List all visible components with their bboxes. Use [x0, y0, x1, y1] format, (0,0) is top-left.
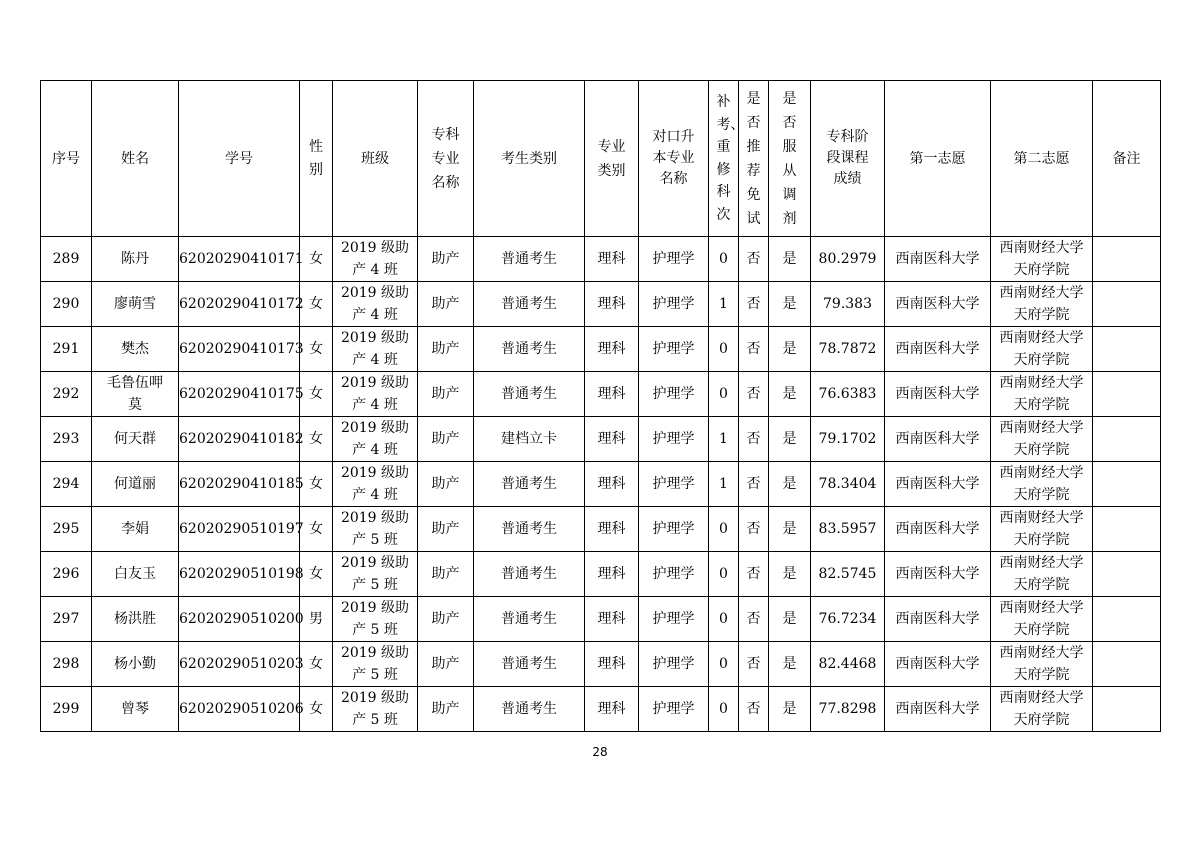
cell-second-choice [991, 282, 1093, 327]
cell-remarks [1093, 642, 1161, 687]
cell-college-grade: 79.383 [811, 282, 885, 327]
cell-student-id: 62020290410172 [179, 282, 300, 327]
cell-college-major: 助产 [418, 507, 474, 552]
cell-target-major: 护理学 [639, 597, 709, 642]
cell-college-major: 助产 [418, 327, 474, 372]
table-row [41, 642, 1161, 687]
cell-second-choice-text: 西南财经大学天府学院 [999, 375, 1084, 413]
cell-remarks [1093, 327, 1161, 372]
header-seq: 序号 [41, 81, 92, 237]
cell-class [333, 372, 418, 417]
cell-accept-adjust: 是 [769, 597, 811, 642]
header-first-choice: 第一志愿 [885, 81, 991, 237]
cell-accept-adjust: 是 [769, 327, 811, 372]
cell-class-text: 2019 级助产 4 班 [340, 465, 410, 503]
table-row [41, 552, 1161, 597]
cell-college-major: 助产 [418, 552, 474, 597]
table-row [41, 507, 1161, 552]
cell-class [333, 597, 418, 642]
cell-major-category: 理科 [585, 282, 639, 327]
cell-class-text: 2019 级助产 4 班 [340, 330, 410, 368]
cell-second-choice [991, 237, 1093, 282]
header-accept-adjust-text: 是否服从调剂 [782, 90, 797, 227]
header-name: 姓名 [92, 81, 179, 237]
cell-college-grade: 76.6383 [811, 372, 885, 417]
cell-seq: 292 [41, 372, 92, 417]
cell-college-major: 助产 [418, 237, 474, 282]
cell-target-major: 护理学 [639, 462, 709, 507]
cell-second-choice [991, 642, 1093, 687]
student-roster-table [40, 80, 1161, 732]
cell-remarks [1093, 462, 1161, 507]
cell-remarks [1093, 237, 1161, 282]
header-gender [300, 81, 333, 237]
cell-name-text: 廖萌雪 [114, 296, 156, 312]
header-exam-type: 考生类别 [474, 81, 585, 237]
header-college-major [418, 81, 474, 237]
header-retake-count-text: 补考、重修科次 [716, 94, 745, 223]
cell-second-choice-text: 西南财经大学天府学院 [999, 285, 1084, 323]
cell-class [333, 237, 418, 282]
cell-college-grade: 82.5745 [811, 552, 885, 597]
cell-major-category: 理科 [585, 597, 639, 642]
cell-college-grade: 77.8298 [811, 687, 885, 732]
cell-target-major: 护理学 [639, 687, 709, 732]
cell-student-id: 62020290410185 [179, 462, 300, 507]
header-student-id: 学号 [179, 81, 300, 237]
header-college-grade-text: 专科阶段课程成绩 [826, 129, 869, 187]
cell-retake-count: 1 [709, 417, 739, 462]
cell-second-choice [991, 507, 1093, 552]
cell-recommended-exempt: 否 [739, 237, 769, 282]
cell-retake-count: 0 [709, 597, 739, 642]
table-row [41, 687, 1161, 732]
cell-second-choice [991, 687, 1093, 732]
cell-class-text: 2019 级助产 4 班 [340, 285, 410, 323]
cell-first-choice: 西南医科大学 [885, 507, 991, 552]
cell-recommended-exempt: 否 [739, 417, 769, 462]
header-target-major [639, 81, 709, 237]
cell-second-choice [991, 327, 1093, 372]
cell-exam-type: 普通考生 [474, 687, 585, 732]
cell-student-id: 62020290510200 [179, 597, 300, 642]
cell-gender: 女 [300, 327, 333, 372]
cell-name [92, 417, 179, 462]
cell-seq: 296 [41, 552, 92, 597]
cell-college-major: 助产 [418, 462, 474, 507]
cell-college-grade: 83.5957 [811, 507, 885, 552]
cell-class-text: 2019 级助产 5 班 [340, 510, 410, 548]
table-row [41, 237, 1161, 282]
cell-gender: 女 [300, 642, 333, 687]
cell-class-text: 2019 级助产 5 班 [340, 690, 410, 728]
cell-college-major: 助产 [418, 417, 474, 462]
cell-class [333, 642, 418, 687]
cell-gender: 女 [300, 687, 333, 732]
cell-name-text: 毛鲁伍呷莫 [107, 375, 163, 413]
cell-seq: 290 [41, 282, 92, 327]
cell-major-category: 理科 [585, 372, 639, 417]
cell-class-text: 2019 级助产 5 班 [340, 600, 410, 638]
cell-retake-count: 0 [709, 687, 739, 732]
cell-retake-count: 0 [709, 372, 739, 417]
cell-college-major: 助产 [418, 687, 474, 732]
cell-class [333, 687, 418, 732]
cell-first-choice: 西南医科大学 [885, 237, 991, 282]
cell-second-choice-text: 西南财经大学天府学院 [999, 645, 1084, 683]
cell-second-choice [991, 372, 1093, 417]
cell-accept-adjust: 是 [769, 642, 811, 687]
cell-name [92, 327, 179, 372]
cell-second-choice-text: 西南财经大学天府学院 [999, 510, 1084, 548]
cell-accept-adjust: 是 [769, 417, 811, 462]
cell-class-text: 2019 级助产 5 班 [340, 645, 410, 683]
cell-exam-type: 普通考生 [474, 372, 585, 417]
cell-retake-count: 0 [709, 552, 739, 597]
cell-target-major: 护理学 [639, 372, 709, 417]
cell-seq: 297 [41, 597, 92, 642]
cell-name [92, 507, 179, 552]
cell-exam-type: 普通考生 [474, 237, 585, 282]
cell-gender: 女 [300, 552, 333, 597]
cell-seq: 291 [41, 327, 92, 372]
cell-student-id: 62020290510203 [179, 642, 300, 687]
cell-student-id: 62020290410182 [179, 417, 300, 462]
cell-target-major: 护理学 [639, 237, 709, 282]
cell-second-choice-text: 西南财经大学天府学院 [999, 555, 1084, 593]
cell-name-text: 樊杰 [121, 341, 149, 357]
cell-college-major: 助产 [418, 642, 474, 687]
cell-recommended-exempt: 否 [739, 597, 769, 642]
cell-target-major: 护理学 [639, 327, 709, 372]
cell-college-grade: 78.3404 [811, 462, 885, 507]
cell-name [92, 282, 179, 327]
header-retake-count [709, 81, 745, 237]
header-major-category-text: 专业类别 [597, 138, 626, 179]
cell-class-text: 2019 级助产 4 班 [340, 420, 410, 458]
cell-first-choice: 西南医科大学 [885, 327, 991, 372]
cell-second-choice-text: 西南财经大学天府学院 [999, 420, 1084, 458]
cell-accept-adjust: 是 [769, 462, 811, 507]
cell-recommended-exempt: 否 [739, 642, 769, 687]
header-college-major-text: 专科专业名称 [431, 126, 460, 191]
header-major-category [585, 81, 639, 237]
cell-class-text: 2019 级助产 4 班 [340, 375, 410, 413]
header-accept-adjust [769, 81, 811, 237]
cell-major-category: 理科 [585, 237, 639, 282]
cell-target-major: 护理学 [639, 417, 709, 462]
header-remarks: 备注 [1093, 81, 1161, 237]
cell-second-choice-text: 西南财经大学天府学院 [999, 330, 1084, 368]
cell-college-grade: 76.7234 [811, 597, 885, 642]
cell-name [92, 552, 179, 597]
cell-recommended-exempt: 否 [739, 372, 769, 417]
header-row [41, 81, 1161, 237]
cell-college-major: 助产 [418, 372, 474, 417]
cell-name-text: 杨洪胜 [114, 611, 156, 627]
cell-recommended-exempt: 否 [739, 552, 769, 597]
cell-exam-type: 普通考生 [474, 507, 585, 552]
cell-remarks [1093, 687, 1161, 732]
header-second-choice: 第二志愿 [991, 81, 1093, 237]
cell-accept-adjust: 是 [769, 507, 811, 552]
cell-exam-type: 普通考生 [474, 327, 585, 372]
header-class: 班级 [333, 81, 418, 237]
cell-college-major: 助产 [418, 597, 474, 642]
cell-accept-adjust: 是 [769, 687, 811, 732]
cell-first-choice: 西南医科大学 [885, 417, 991, 462]
cell-remarks [1093, 507, 1161, 552]
cell-gender: 女 [300, 282, 333, 327]
cell-gender: 女 [300, 417, 333, 462]
cell-gender: 女 [300, 237, 333, 282]
cell-first-choice: 西南医科大学 [885, 597, 991, 642]
cell-first-choice: 西南医科大学 [885, 642, 991, 687]
cell-second-choice [991, 417, 1093, 462]
cell-college-grade: 79.1702 [811, 417, 885, 462]
cell-college-grade: 78.7872 [811, 327, 885, 372]
table-row [41, 327, 1161, 372]
cell-exam-type: 普通考生 [474, 282, 585, 327]
roster-body [41, 237, 1161, 732]
cell-retake-count: 0 [709, 507, 739, 552]
cell-major-category: 理科 [585, 552, 639, 597]
cell-seq: 289 [41, 237, 92, 282]
cell-retake-count: 0 [709, 327, 739, 372]
cell-name [92, 462, 179, 507]
table-row [41, 417, 1161, 462]
table-row [41, 597, 1161, 642]
cell-first-choice: 西南医科大学 [885, 462, 991, 507]
cell-second-choice-text: 西南财经大学天府学院 [999, 690, 1084, 728]
cell-recommended-exempt: 否 [739, 507, 769, 552]
cell-college-grade: 80.2979 [811, 237, 885, 282]
cell-class [333, 282, 418, 327]
cell-second-choice [991, 597, 1093, 642]
cell-name [92, 597, 179, 642]
cell-name-text: 白友玉 [114, 566, 156, 582]
table-row [41, 372, 1161, 417]
cell-class [333, 417, 418, 462]
cell-seq: 295 [41, 507, 92, 552]
cell-target-major: 护理学 [639, 282, 709, 327]
table-row [41, 282, 1161, 327]
cell-retake-count: 0 [709, 642, 739, 687]
cell-name [92, 372, 179, 417]
cell-gender: 女 [300, 462, 333, 507]
cell-second-choice-text: 西南财经大学天府学院 [999, 600, 1084, 638]
cell-first-choice: 西南医科大学 [885, 687, 991, 732]
cell-name-text: 何天群 [114, 431, 156, 447]
cell-name-text: 李娟 [121, 521, 149, 537]
cell-recommended-exempt: 否 [739, 687, 769, 732]
cell-college-major: 助产 [418, 282, 474, 327]
cell-accept-adjust: 是 [769, 237, 811, 282]
cell-exam-type: 普通考生 [474, 462, 585, 507]
cell-second-choice [991, 552, 1093, 597]
cell-retake-count: 1 [709, 462, 739, 507]
cell-student-id: 62020290410171 [179, 237, 300, 282]
cell-name [92, 687, 179, 732]
cell-seq: 293 [41, 417, 92, 462]
cell-name [92, 642, 179, 687]
cell-name-text: 杨小勤 [114, 656, 156, 672]
cell-exam-type: 建档立卡 [474, 417, 585, 462]
cell-recommended-exempt: 否 [739, 282, 769, 327]
cell-remarks [1093, 417, 1161, 462]
cell-exam-type: 普通考生 [474, 552, 585, 597]
cell-student-id: 62020290410173 [179, 327, 300, 372]
cell-first-choice: 西南医科大学 [885, 282, 991, 327]
cell-name-text: 陈丹 [121, 251, 149, 267]
cell-class [333, 552, 418, 597]
cell-class [333, 507, 418, 552]
cell-target-major: 护理学 [639, 642, 709, 687]
header-recommended-exempt [739, 81, 769, 237]
header-college-grade [811, 81, 885, 237]
cell-retake-count: 1 [709, 282, 739, 327]
cell-exam-type: 普通考生 [474, 597, 585, 642]
cell-student-id: 62020290510197 [179, 507, 300, 552]
cell-major-category: 理科 [585, 327, 639, 372]
cell-major-category: 理科 [585, 642, 639, 687]
cell-seq: 299 [41, 687, 92, 732]
cell-accept-adjust: 是 [769, 552, 811, 597]
cell-second-choice [991, 462, 1093, 507]
cell-seq: 298 [41, 642, 92, 687]
cell-first-choice: 西南医科大学 [885, 372, 991, 417]
cell-first-choice: 西南医科大学 [885, 552, 991, 597]
cell-accept-adjust: 是 [769, 282, 811, 327]
cell-major-category: 理科 [585, 507, 639, 552]
cell-class [333, 327, 418, 372]
cell-major-category: 理科 [585, 462, 639, 507]
cell-remarks [1093, 552, 1161, 597]
cell-class-text: 2019 级助产 5 班 [340, 555, 410, 593]
cell-recommended-exempt: 否 [739, 462, 769, 507]
cell-major-category: 理科 [585, 687, 639, 732]
cell-name-text: 曾琴 [121, 701, 149, 717]
cell-student-id: 62020290510198 [179, 552, 300, 597]
page-number: 28 [592, 745, 608, 759]
cell-gender: 男 [300, 597, 333, 642]
cell-remarks [1093, 372, 1161, 417]
table-row [41, 462, 1161, 507]
header-target-major-text: 对口升本专业名称 [652, 129, 695, 187]
cell-seq: 294 [41, 462, 92, 507]
cell-exam-type: 普通考生 [474, 642, 585, 687]
cell-recommended-exempt: 否 [739, 327, 769, 372]
cell-class [333, 462, 418, 507]
cell-retake-count: 0 [709, 237, 739, 282]
header-recommended-exempt-text: 是否推荐免试 [746, 90, 761, 227]
cell-major-category: 理科 [585, 417, 639, 462]
cell-remarks [1093, 597, 1161, 642]
cell-college-grade: 82.4468 [811, 642, 885, 687]
cell-second-choice-text: 西南财经大学天府学院 [999, 465, 1084, 503]
header-gender-text: 性别 [309, 139, 323, 178]
cell-target-major: 护理学 [639, 507, 709, 552]
cell-gender: 女 [300, 372, 333, 417]
cell-second-choice-text: 西南财经大学天府学院 [999, 240, 1084, 278]
cell-name [92, 237, 179, 282]
cell-target-major: 护理学 [639, 552, 709, 597]
cell-student-id: 62020290510206 [179, 687, 300, 732]
cell-gender: 女 [300, 507, 333, 552]
cell-remarks [1093, 282, 1161, 327]
cell-class-text: 2019 级助产 4 班 [340, 240, 410, 278]
cell-name-text: 何道丽 [114, 476, 156, 492]
cell-student-id: 62020290410175 [179, 372, 300, 417]
cell-accept-adjust: 是 [769, 372, 811, 417]
